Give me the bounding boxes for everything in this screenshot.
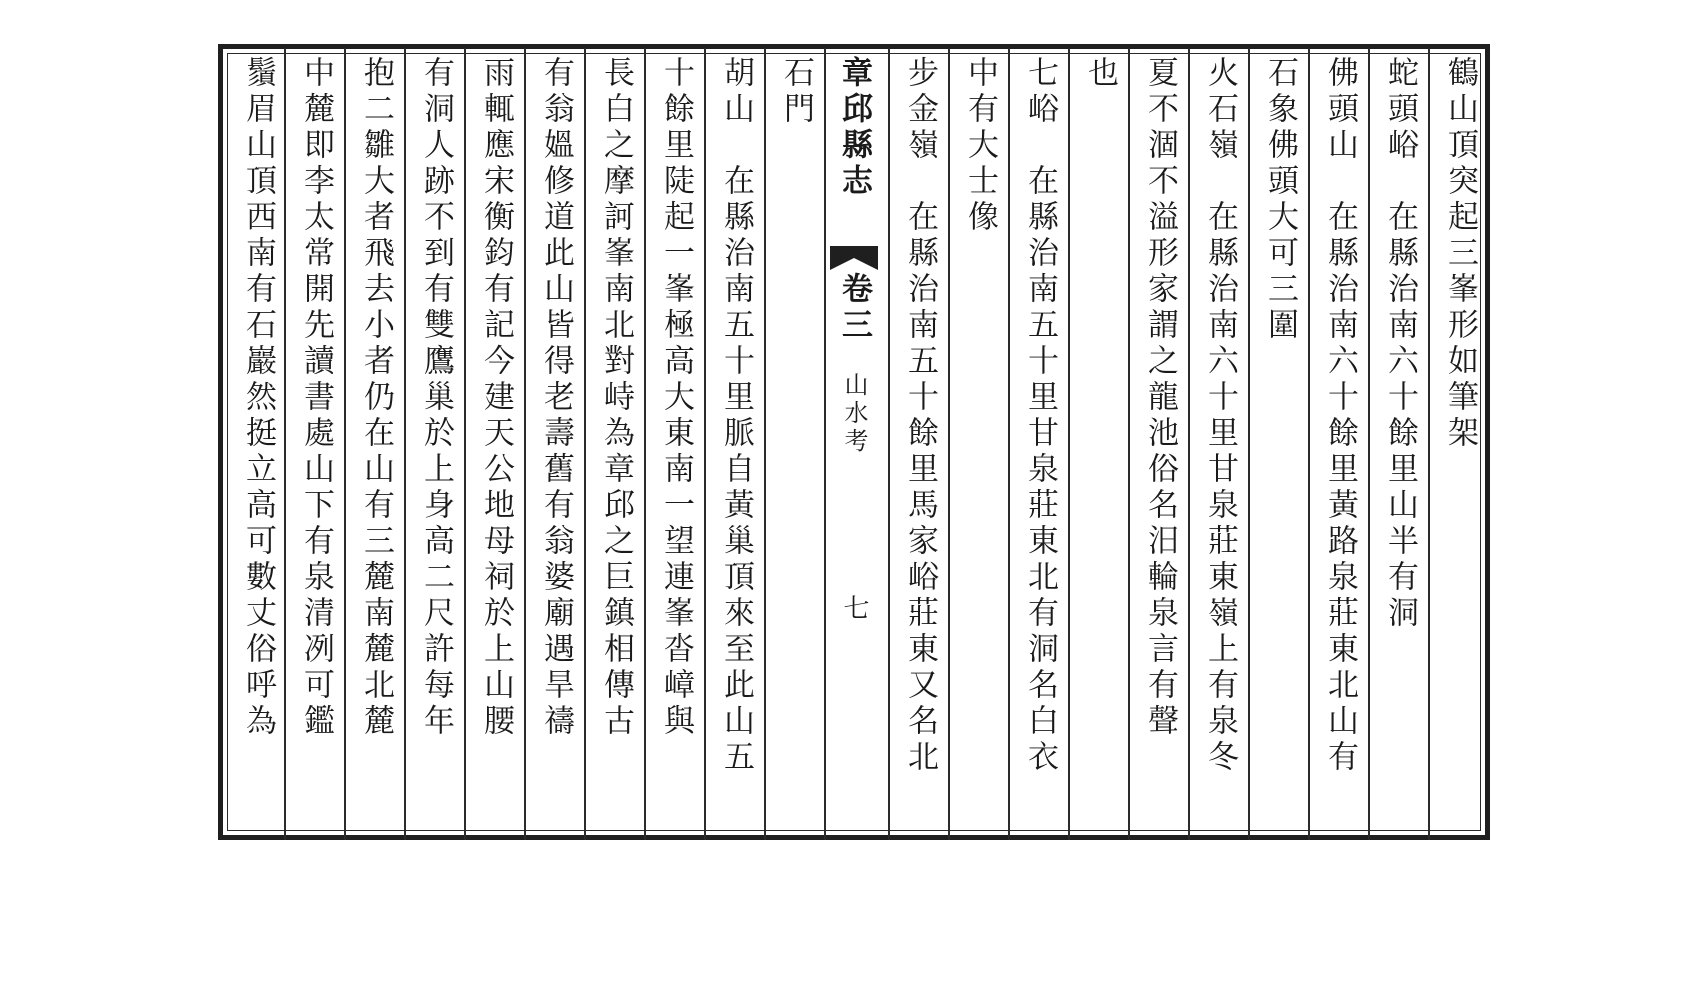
column-rule [948, 48, 950, 840]
text-column: 七峪 在縣治南五十里甘泉莊東北有洞名白衣 [1022, 56, 1058, 776]
column-rule [704, 48, 706, 840]
text-column: 中麓即李太常開先讀書處山下有泉清冽可鑑 [298, 56, 334, 740]
text-column: 抱二雛大者飛去小者仍在山有三麓南麓北麓 [358, 56, 394, 740]
text-column: 鶴山頂突起三峯形如筆架 [1442, 56, 1478, 452]
column-rule [1128, 48, 1130, 840]
column-rule [284, 48, 286, 840]
column-rule [1188, 48, 1190, 840]
column-rule [464, 48, 466, 840]
column-rule [1068, 48, 1070, 840]
fish-tail-ornament [830, 246, 878, 270]
text-column: 蛇頭峪 在縣治南六十餘里山半有洞 [1382, 56, 1418, 632]
column-rule [1428, 48, 1430, 840]
folio-number: 七 [839, 594, 869, 620]
column-rule [764, 48, 766, 840]
text-column: 有翁媼修道此山皆得老壽舊有翁婆廟遇旱禱 [538, 56, 574, 740]
column-rule [404, 48, 406, 840]
column-rule [1308, 48, 1310, 840]
section-title: 山水考 [840, 372, 868, 456]
text-column: 有洞人跡不到有雙鷹巢於上身高二尺許每年 [418, 56, 454, 740]
column-rule [584, 48, 586, 840]
column-rule [1248, 48, 1250, 840]
text-column: 佛頭山 在縣治南六十餘里黃路泉莊東北山有 [1322, 56, 1358, 776]
text-column: 石門 [778, 56, 814, 128]
text-column: 火石嶺 在縣治南六十里甘泉莊東嶺上有泉冬 [1202, 56, 1238, 776]
book-title: 章邱縣志 [836, 56, 872, 200]
text-column: 雨輒應宋衡鈞有記今建天公地母祠於上山腰 [478, 56, 514, 740]
text-column: 十餘里陡起一峯極高大東南一望連峯沓嶂與 [658, 56, 694, 740]
column-rule [1368, 48, 1370, 840]
text-column: 也 [1082, 56, 1118, 92]
text-column: 鬚眉山頂西南有石巖然挺立高可數丈俗呼為 [240, 56, 276, 740]
text-column: 長白之摩訶峯南北對峙為章邱之巨鎮相傳古 [598, 56, 634, 740]
column-rule [644, 48, 646, 840]
text-column: 夏不涸不溢形家謂之龍池俗名汨輪泉言有聲 [1142, 56, 1178, 740]
text-column: 步金嶺 在縣治南五十餘里馬家峪莊東又名北 [902, 56, 938, 776]
column-rule [344, 48, 346, 840]
column-rule [1008, 48, 1010, 840]
juan-number: 卷三 [836, 272, 872, 344]
column-rule [888, 48, 890, 840]
text-column: 胡山 在縣治南五十里脈自黃巢頂來至此山五 [718, 56, 754, 776]
text-column: 石象佛頭大可三圍 [1262, 56, 1298, 344]
column-rule [524, 48, 526, 840]
text-column: 中有大士像 [962, 56, 998, 236]
